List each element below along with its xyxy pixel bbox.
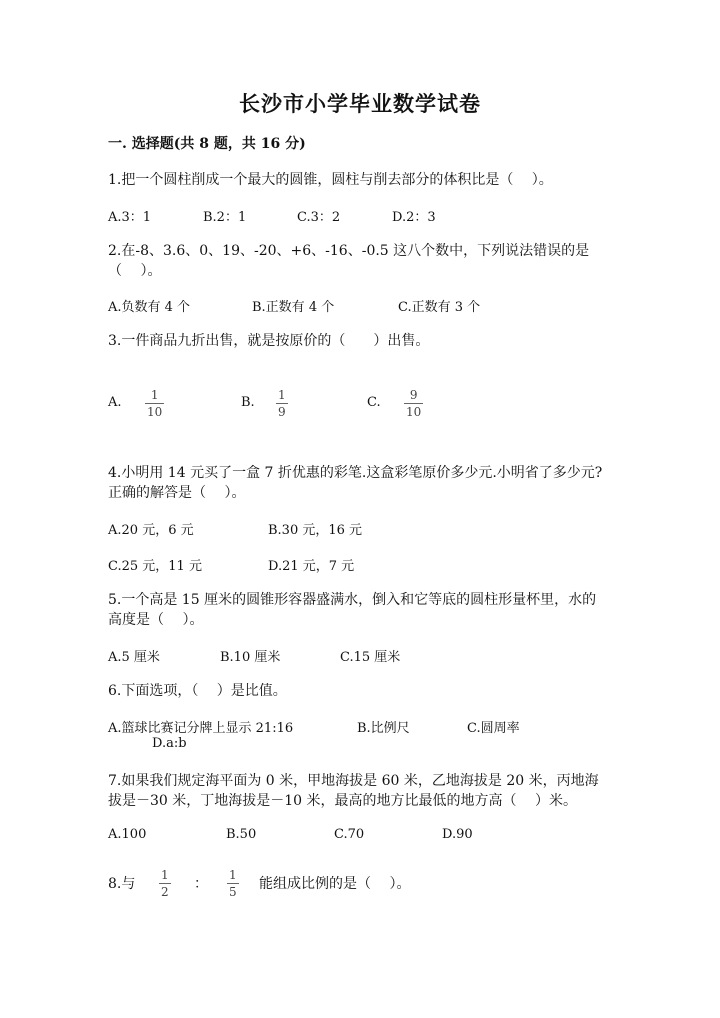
q3-option-c-label: C.: [367, 395, 381, 410]
q2-option-a: A.负数有 4 个: [108, 300, 191, 315]
q7-option-a: A.100: [108, 827, 147, 842]
question-7-line-2: 拔是－30 米，丁地海拔是－10 米，最高的地方比最低的地方高（ ）米。: [108, 793, 577, 809]
fraction-bar: [276, 403, 288, 404]
q3-option-a-label: A.: [108, 395, 122, 410]
q3-b-numerator: 1: [278, 388, 286, 402]
question-5-line-2: 高度是（ ）。: [108, 612, 204, 628]
question-3-text: 3.一件商品九折出售，就是按原价的（ ）出售。: [108, 333, 430, 349]
q3-c-numerator: 9: [409, 388, 418, 402]
q2-option-c: C.正数有 3 个: [398, 300, 481, 315]
q3-a-denominator: 10: [147, 405, 163, 419]
question-8-prefix: 8.与: [108, 876, 136, 892]
page-title: 长沙市小学毕业数学试卷: [239, 91, 481, 116]
q1-option-b: B.2：1: [203, 210, 247, 225]
q4-option-c: C.25 元，11 元: [108, 559, 202, 574]
q8-f2-denominator: 5: [229, 885, 237, 899]
q3-a-numerator: 1: [150, 388, 159, 402]
q6-option-c: C.圆周率: [467, 721, 520, 736]
question-5-line-1: 5.一个高是 15 厘米的圆锥形容器盛满水，倒入和它等底的圆柱形量杯里，水的: [108, 592, 597, 608]
q4-option-a: A.20 元，6 元: [108, 523, 194, 538]
q1-option-c: C.3：2: [297, 210, 341, 225]
q8-fraction-2: [227, 868, 239, 899]
q3-c-denominator: 10: [406, 405, 422, 419]
q7-option-c: C.70: [334, 827, 365, 842]
fraction-bar: [227, 883, 239, 884]
q7-option-d: D.90: [442, 827, 473, 842]
q8-f1-denominator: 2: [161, 885, 169, 899]
fraction-bar: [159, 883, 171, 884]
q8-f2-numerator: 1: [229, 868, 237, 882]
q5-option-b: B.10 厘米: [220, 650, 281, 665]
question-4-line-2: 正确的解答是（ ）。: [108, 485, 246, 501]
q8-f1-numerator: 1: [161, 868, 169, 882]
q2-option-b: B.正数有 4 个: [252, 300, 335, 315]
q3-option-c-fraction: [404, 388, 423, 419]
q5-option-a: A.5 厘米: [108, 650, 160, 665]
question-1-text: 1.把一个圆柱削成一个最大的圆锥，圆柱与削去部分的体积比是（ ）。: [108, 172, 553, 188]
question-2-line-2: （ ）。: [108, 263, 162, 279]
q1-option-a: A.3：1: [108, 210, 152, 225]
q6-option-b: B.比例尺: [357, 721, 410, 736]
q3-option-a-fraction: [145, 388, 164, 419]
section-heading: 一. 选择题(共 8 题，共 16 分): [108, 136, 306, 152]
question-6-text: 6.下面选项，（ ）是比值。: [108, 683, 287, 699]
q3-b-denominator: 9: [278, 405, 286, 419]
question-4-line-1: 4.小明用 14 元买了一盒 7 折优惠的彩笔.这盒彩笔原价多少元.小明省了多少元?: [108, 465, 603, 481]
q7-option-b: B.50: [226, 827, 257, 842]
q8-fraction-1: [159, 868, 171, 899]
q6-option-a: A.篮球比赛记分牌上显示 21:16: [108, 721, 294, 736]
q3-option-b-label: B.: [241, 395, 255, 410]
q8-colon: ：: [194, 876, 208, 892]
q6-option-d: D.a:b: [152, 736, 187, 751]
q4-option-d: D.21 元，7 元: [268, 559, 355, 574]
q3-option-b-fraction: [276, 388, 288, 419]
q4-option-b: B.30 元，16 元: [268, 523, 363, 538]
question-8-suffix: 能组成比例的是（ ）。: [259, 876, 411, 892]
q5-option-c: C.15 厘米: [340, 650, 401, 665]
fraction-bar: [145, 403, 164, 404]
fraction-bar: [404, 403, 423, 404]
q1-option-d: D.2：3: [392, 210, 436, 225]
question-2-line-1: 2.在-8、3.6、0、19、-20、+6、-16、-0.5 这八个数中，下列说法错误的是: [108, 243, 590, 259]
question-7-line-1: 7.如果我们规定海平面为 0 米，甲地海拔是 60 米，乙地海拔是 20 米，丙地海: [108, 773, 599, 789]
